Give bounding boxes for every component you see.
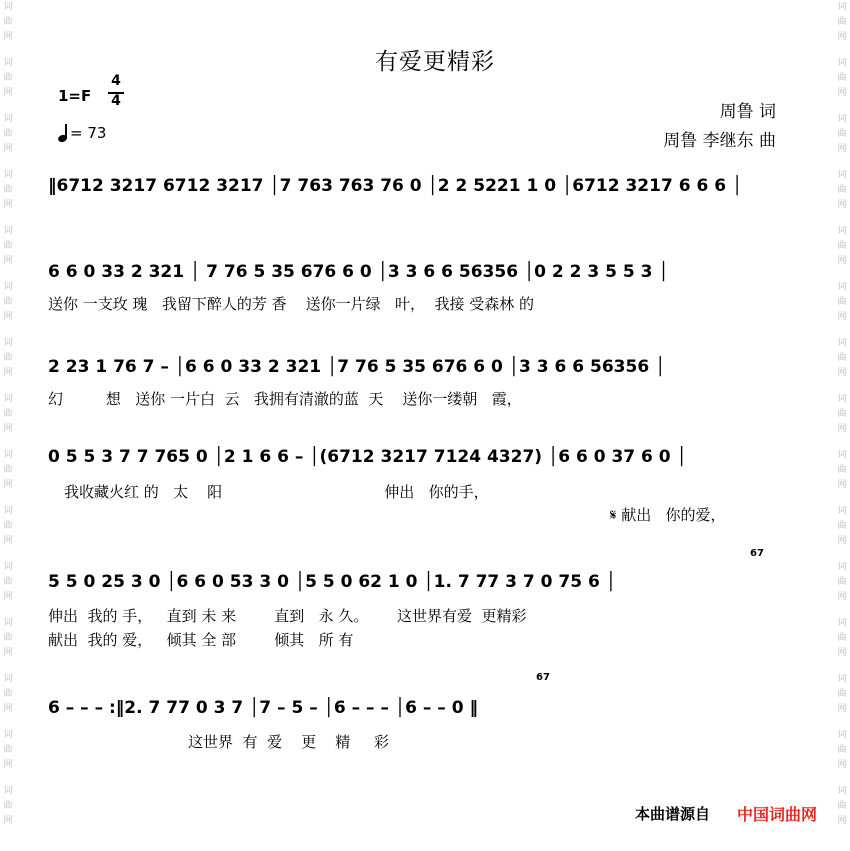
watermark-glyph: 曲 bbox=[837, 185, 847, 195]
watermark-gap bbox=[1, 549, 15, 560]
watermark-glyph: 词 bbox=[837, 282, 847, 292]
watermark-glyph: 曲 bbox=[837, 17, 847, 27]
watermark-strip-left bbox=[1, 0, 15, 851]
song-title: 有爱更精彩 bbox=[375, 49, 495, 75]
watermark-gap bbox=[1, 661, 15, 672]
watermark-glyph: 曲 bbox=[3, 465, 13, 475]
score-line-3 bbox=[48, 357, 808, 417]
watermark-gap bbox=[835, 325, 849, 336]
grace-note-2: 67 bbox=[536, 672, 550, 683]
watermark-glyph: 曲 bbox=[837, 521, 847, 531]
watermark-glyph: 网 bbox=[3, 480, 13, 490]
watermark-glyph: 词 bbox=[837, 394, 847, 404]
watermark-glyph: 词 bbox=[837, 506, 847, 516]
watermark-glyph: 曲 bbox=[837, 745, 847, 755]
watermark-gap bbox=[1, 269, 15, 280]
watermark-glyph: 曲 bbox=[3, 73, 13, 83]
lyric-line-2: 送你 一支玫 瑰 我留下醉人的芳 香 送你一片绿 叶， 我接 受森林 的 bbox=[48, 295, 535, 313]
composer-credit: 周鲁 李继东 曲 bbox=[663, 131, 776, 151]
key-signature: 1=F bbox=[58, 87, 92, 105]
watermark-glyph: 曲 bbox=[3, 577, 13, 587]
watermark-gap bbox=[835, 549, 849, 560]
notation-line-5: 5 5 0 25 3 0 │6 6 0 53 3 0 │5 5 0 62 1 0 │1. 7 77 3 7 0 75 6 │ bbox=[48, 572, 616, 592]
watermark-glyph: 词 bbox=[3, 506, 13, 516]
watermark-glyph: 网 bbox=[3, 424, 13, 434]
watermark-glyph: 网 bbox=[837, 592, 847, 602]
watermark-gap bbox=[1, 381, 15, 392]
score-line-5 bbox=[48, 548, 808, 652]
lyric-line-6: 这世界 有 爱 更 精 彩 bbox=[188, 733, 390, 751]
watermark-gap bbox=[835, 493, 849, 504]
time-signature-top: 4 bbox=[111, 73, 121, 89]
score-line-4 bbox=[48, 447, 808, 527]
watermark-glyph: 词 bbox=[837, 450, 847, 460]
watermark-glyph: 网 bbox=[837, 704, 847, 714]
watermark-glyph: 词 bbox=[3, 674, 13, 684]
watermark-glyph: 词 bbox=[3, 338, 13, 348]
watermark-glyph: 词 bbox=[3, 730, 13, 740]
watermark-glyph: 网 bbox=[3, 648, 13, 658]
watermark-glyph: 曲 bbox=[3, 409, 13, 419]
watermark-glyph: 曲 bbox=[3, 129, 13, 139]
watermark-glyph: 词 bbox=[837, 618, 847, 628]
watermark-glyph: 曲 bbox=[3, 633, 13, 643]
watermark-glyph: 曲 bbox=[3, 17, 13, 27]
watermark-gap bbox=[1, 325, 15, 336]
watermark-glyph: 词 bbox=[837, 730, 847, 740]
notation-line-3: 2 23 1 76 7 – │6 6 0 33 2 321 │7 76 5 35 676 6 0 │3 3 6 6 56356 │ bbox=[48, 357, 666, 377]
watermark-glyph: 网 bbox=[837, 648, 847, 658]
watermark-glyph: 词 bbox=[3, 114, 13, 124]
watermark-glyph: 曲 bbox=[837, 241, 847, 251]
watermark-glyph: 曲 bbox=[3, 521, 13, 531]
watermark-glyph: 网 bbox=[3, 256, 13, 266]
watermark-glyph: 曲 bbox=[3, 689, 13, 699]
watermark-glyph: 网 bbox=[3, 368, 13, 378]
notation-line-6: 6 – – – :‖2. 7 77 0 3 7 │7 – 5 – │6 – – – │6 – – 0 ‖ bbox=[48, 698, 478, 718]
watermark-glyph: 网 bbox=[3, 88, 13, 98]
watermark-glyph: 词 bbox=[3, 282, 13, 292]
grace-note: 67 bbox=[750, 548, 764, 559]
watermark-glyph: 网 bbox=[837, 480, 847, 490]
score-line-1 bbox=[48, 176, 808, 216]
notation-line-1: ‖6712 3217 6712 3217 │7 763 763 76 0 │2 2 5221 1 0 │6712 3217 6 6 6 │ bbox=[48, 176, 743, 196]
watermark-glyph: 曲 bbox=[837, 689, 847, 699]
watermark-glyph: 网 bbox=[837, 32, 847, 42]
watermark-glyph: 曲 bbox=[3, 185, 13, 195]
watermark-glyph: 词 bbox=[3, 226, 13, 236]
lyric-line-5a: 伸出 我的 手， 直到 未 来 直到 永 久。 这世界有爱 更精彩 bbox=[48, 607, 527, 625]
watermark-glyph: 词 bbox=[837, 170, 847, 180]
watermark-glyph: 词 bbox=[3, 394, 13, 404]
watermark-glyph: 词 bbox=[837, 338, 847, 348]
watermark-glyph: 曲 bbox=[3, 241, 13, 251]
watermark-glyph: 词 bbox=[837, 2, 847, 12]
watermark-gap bbox=[835, 437, 849, 448]
watermark-glyph: 曲 bbox=[837, 577, 847, 587]
score-line-6 bbox=[48, 672, 808, 758]
watermark-glyph: 网 bbox=[837, 368, 847, 378]
watermark-glyph: 词 bbox=[3, 170, 13, 180]
watermark-glyph: 曲 bbox=[3, 297, 13, 307]
watermark-glyph: 曲 bbox=[837, 801, 847, 811]
watermark-gap bbox=[835, 717, 849, 728]
watermark-glyph: 词 bbox=[3, 562, 13, 572]
watermark-gap bbox=[1, 213, 15, 224]
watermark-glyph: 曲 bbox=[837, 465, 847, 475]
watermark-gap bbox=[835, 773, 849, 784]
watermark-glyph: 词 bbox=[837, 786, 847, 796]
lyricist-credit: 周鲁 词 bbox=[719, 102, 776, 122]
watermark-glyph: 曲 bbox=[3, 745, 13, 755]
quarter-note-icon bbox=[58, 124, 70, 142]
watermark-gap bbox=[835, 605, 849, 616]
watermark-glyph: 网 bbox=[3, 592, 13, 602]
watermark-glyph: 词 bbox=[3, 58, 13, 68]
watermark-glyph: 曲 bbox=[837, 297, 847, 307]
watermark-glyph: 网 bbox=[837, 200, 847, 210]
watermark-glyph: 曲 bbox=[837, 129, 847, 139]
watermark-glyph: 词 bbox=[3, 786, 13, 796]
watermark-glyph: 曲 bbox=[3, 353, 13, 363]
watermark-glyph: 网 bbox=[3, 816, 13, 826]
watermark-gap bbox=[1, 157, 15, 168]
watermark-glyph: 词 bbox=[3, 618, 13, 628]
watermark-glyph: 曲 bbox=[837, 409, 847, 419]
watermark-glyph: 网 bbox=[837, 312, 847, 322]
watermark-glyph: 网 bbox=[3, 704, 13, 714]
watermark-glyph: 词 bbox=[837, 674, 847, 684]
watermark-glyph: 网 bbox=[837, 256, 847, 266]
watermark-strip-right bbox=[835, 0, 849, 851]
watermark-glyph: 网 bbox=[3, 200, 13, 210]
lyric-line-5b: 献出 我的 爱， 倾其 全 部 倾其 所 有 bbox=[48, 631, 354, 649]
watermark-glyph: 网 bbox=[3, 536, 13, 546]
watermark-gap bbox=[835, 661, 849, 672]
watermark-glyph: 网 bbox=[3, 144, 13, 154]
watermark-glyph: 网 bbox=[837, 536, 847, 546]
watermark-glyph: 网 bbox=[3, 32, 13, 42]
watermark-gap bbox=[1, 437, 15, 448]
watermark-gap bbox=[1, 717, 15, 728]
watermark-glyph: 词 bbox=[3, 450, 13, 460]
lyric-line-4b: 𝄋 献出 你的爱， bbox=[610, 506, 726, 524]
watermark-gap bbox=[835, 269, 849, 280]
watermark-glyph: 曲 bbox=[837, 73, 847, 83]
watermark-glyph: 网 bbox=[3, 312, 13, 322]
watermark-glyph: 网 bbox=[837, 424, 847, 434]
time-signature-bottom: 4 bbox=[111, 93, 121, 109]
footer-site-name[interactable]: 中国词曲网 bbox=[736, 805, 817, 824]
watermark-gap bbox=[835, 157, 849, 168]
watermark-gap bbox=[1, 773, 15, 784]
watermark-glyph: 网 bbox=[837, 760, 847, 770]
watermark-gap bbox=[835, 213, 849, 224]
watermark-glyph: 曲 bbox=[837, 633, 847, 643]
watermark-glyph: 词 bbox=[837, 114, 847, 124]
tempo-marking bbox=[58, 124, 106, 142]
notation-line-2: 6 6 0 33 2 321 │ 7 76 5 35 676 6 0 │3 3 6 6 56356 │0 2 2 3 5 5 3 │ bbox=[48, 262, 669, 282]
watermark-glyph: 词 bbox=[837, 562, 847, 572]
watermark-glyph: 曲 bbox=[3, 801, 13, 811]
watermark-glyph: 词 bbox=[3, 2, 13, 12]
watermark-gap bbox=[835, 829, 849, 840]
watermark-glyph: 网 bbox=[3, 760, 13, 770]
watermark-gap bbox=[1, 493, 15, 504]
watermark-glyph: 网 bbox=[837, 144, 847, 154]
watermark-glyph: 词 bbox=[837, 58, 847, 68]
tempo-value: = 73 bbox=[70, 124, 107, 142]
lyric-line-3: 幻 想 送你 一片白 云 我拥有清澈的蓝 天 送你一缕朝 霞， bbox=[48, 390, 522, 408]
footer-source-label: 本曲谱源自 bbox=[634, 805, 710, 823]
watermark-gap bbox=[835, 101, 849, 112]
watermark-glyph: 曲 bbox=[837, 353, 847, 363]
watermark-glyph: 网 bbox=[837, 88, 847, 98]
watermark-glyph: 网 bbox=[837, 816, 847, 826]
lyric-line-4a: 我收藏火红 的 太 阳 伸出 你的手， bbox=[64, 483, 489, 501]
watermark-gap bbox=[1, 605, 15, 616]
watermark-gap bbox=[1, 829, 15, 840]
watermark-glyph: 词 bbox=[837, 226, 847, 236]
watermark-gap bbox=[1, 101, 15, 112]
watermark-gap bbox=[835, 381, 849, 392]
score-line-2 bbox=[48, 262, 808, 322]
notation-line-4: 0 5 5 3 7 7 765 0 │2 1 6 6 – │(6712 3217 7124 4327) │6 6 0 37 6 0 │ bbox=[48, 447, 687, 467]
